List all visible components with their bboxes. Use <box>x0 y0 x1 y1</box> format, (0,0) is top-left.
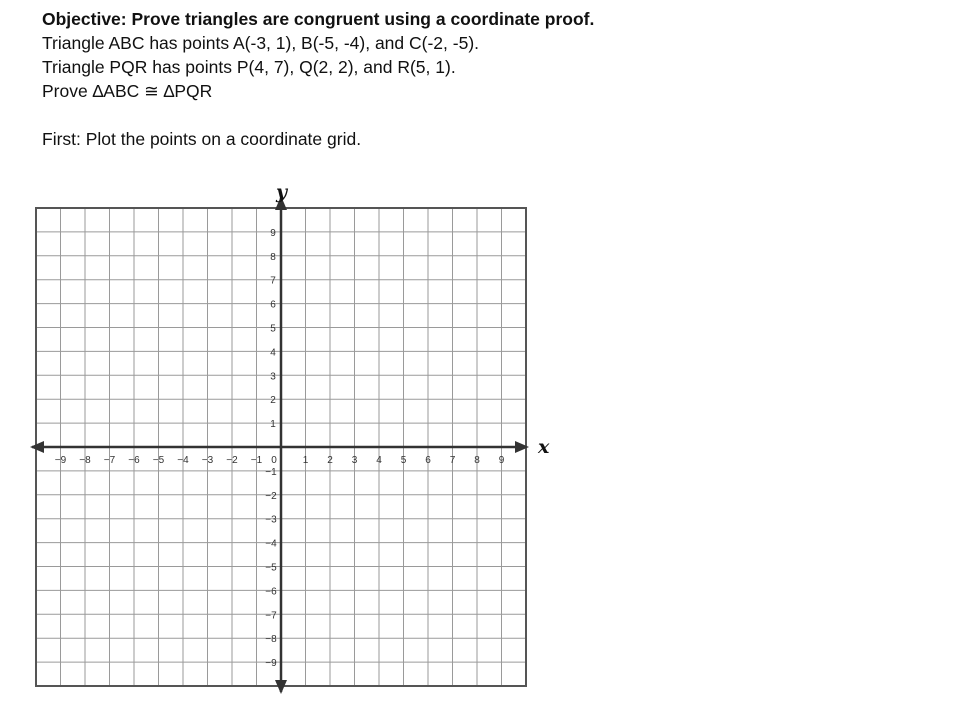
x-tick-label: −7 <box>103 455 116 466</box>
y-tick-label: 2 <box>270 395 276 407</box>
y-tick-label: 8 <box>270 251 276 263</box>
x-tick-label: −1 <box>250 455 263 466</box>
y-tick-label: −3 <box>265 514 277 526</box>
x-tick-label: −5 <box>152 455 165 466</box>
x-tick-label: 1 <box>302 455 309 466</box>
x-tick-label: 6 <box>425 455 431 466</box>
y-tick-label: −4 <box>265 538 277 550</box>
x-tick-label: 0 <box>271 455 277 466</box>
x-tick-label: 4 <box>376 455 382 466</box>
x-axis-label: x <box>538 436 550 458</box>
y-tick-label: −8 <box>265 634 277 646</box>
y-tick-label: −2 <box>265 490 277 502</box>
x-tick-label: −4 <box>177 455 189 466</box>
y-tick-label: −9 <box>265 658 277 670</box>
triangle-pqr-line: Triangle PQR has points P(4, 7), Q(2, 2), and R(5, 1). <box>42 57 456 77</box>
x-tick-label: 8 <box>474 455 480 466</box>
y-tick-label: 4 <box>270 347 276 359</box>
y-tick-label: 5 <box>270 323 276 335</box>
prove-line: Prove ∆ABC ≅ ∆PQR <box>42 81 213 101</box>
x-tick-label: 5 <box>400 455 407 466</box>
x-tick-label: −2 <box>226 455 238 466</box>
y-tick-label: 9 <box>270 227 276 239</box>
first-step-line: First: Plot the points on a coordinate grid. <box>42 129 362 149</box>
y-tick-label: −1 <box>265 466 277 478</box>
x-tick-label: −6 <box>128 455 140 466</box>
y-tick-label: 1 <box>270 419 276 431</box>
y-axis-label: y <box>276 181 288 203</box>
x-tick-label: 2 <box>327 455 333 466</box>
y-tick-label: −6 <box>265 586 277 598</box>
objective-line: Objective: Prove triangles are congruent using a coordinate proof. <box>42 9 595 29</box>
x-tick-label: 9 <box>498 455 505 466</box>
y-tick-label: −5 <box>265 562 277 574</box>
y-tick-label: −7 <box>265 610 277 622</box>
y-tick-label: 7 <box>270 275 276 287</box>
y-tick-label: 6 <box>270 299 276 311</box>
x-tick-label: 3 <box>351 455 358 466</box>
x-tick-label: −3 <box>201 455 214 466</box>
x-tick-label: 7 <box>449 455 456 466</box>
y-tick-label: 3 <box>270 371 276 383</box>
triangle-abc-line: Triangle ABC has points A(-3, 1), B(-5, -4), and C(-2, -5). <box>42 33 480 53</box>
x-tick-label: −8 <box>79 455 91 466</box>
x-tick-label: −9 <box>54 455 67 466</box>
